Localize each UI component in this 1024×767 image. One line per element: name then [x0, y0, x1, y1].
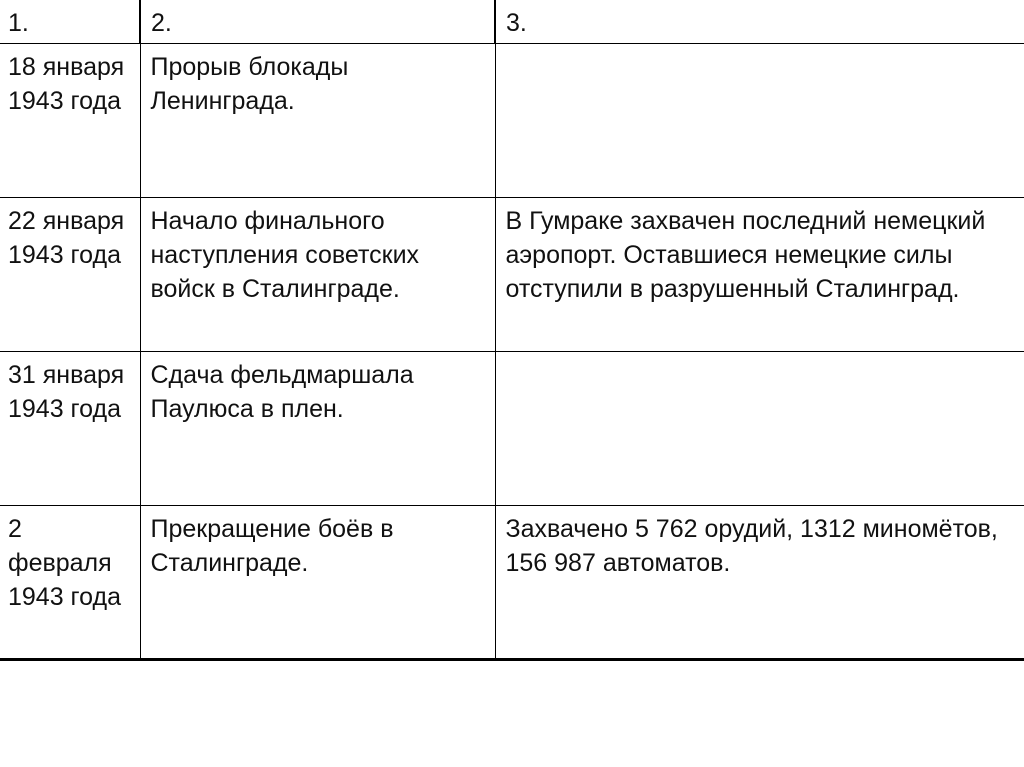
table-row	[0, 351, 1024, 505]
table-row	[0, 197, 1024, 351]
event-cell: Начало финального наступления советских войск в Сталинграде.	[140, 197, 495, 351]
date-cell: 18 января 1943 года	[0, 43, 140, 197]
details-cell	[495, 351, 1024, 505]
table-header-row	[0, 0, 1024, 43]
details-cell: В Гумраке захвачен последний немецкий аэропорт. Оставшиеся немецкие силы отступили в разрушенный Сталинград.	[495, 197, 1024, 351]
details-cell: Захвачено 5 762 орудий, 1312 миномётов, 156 987 автоматов.	[495, 505, 1024, 659]
event-cell: Прорыв блокады Ленинграда.	[140, 43, 495, 197]
header-cell-2: 2.	[140, 0, 495, 43]
details-cell	[495, 43, 1024, 197]
header-cell-1: 1.	[0, 0, 140, 43]
date-cell: 22 января 1943 года	[0, 197, 140, 351]
table-row	[0, 43, 1024, 197]
date-cell: 31 января 1943 года	[0, 351, 140, 505]
event-cell: Сдача фельдмаршала Паулюса в плен.	[140, 351, 495, 505]
date-cell: 2 февраля 1943 года	[0, 505, 140, 659]
header-cell-3: 3.	[495, 0, 1024, 43]
event-cell: Прекращение боёв в Сталинграде.	[140, 505, 495, 659]
table-row	[0, 505, 1024, 659]
